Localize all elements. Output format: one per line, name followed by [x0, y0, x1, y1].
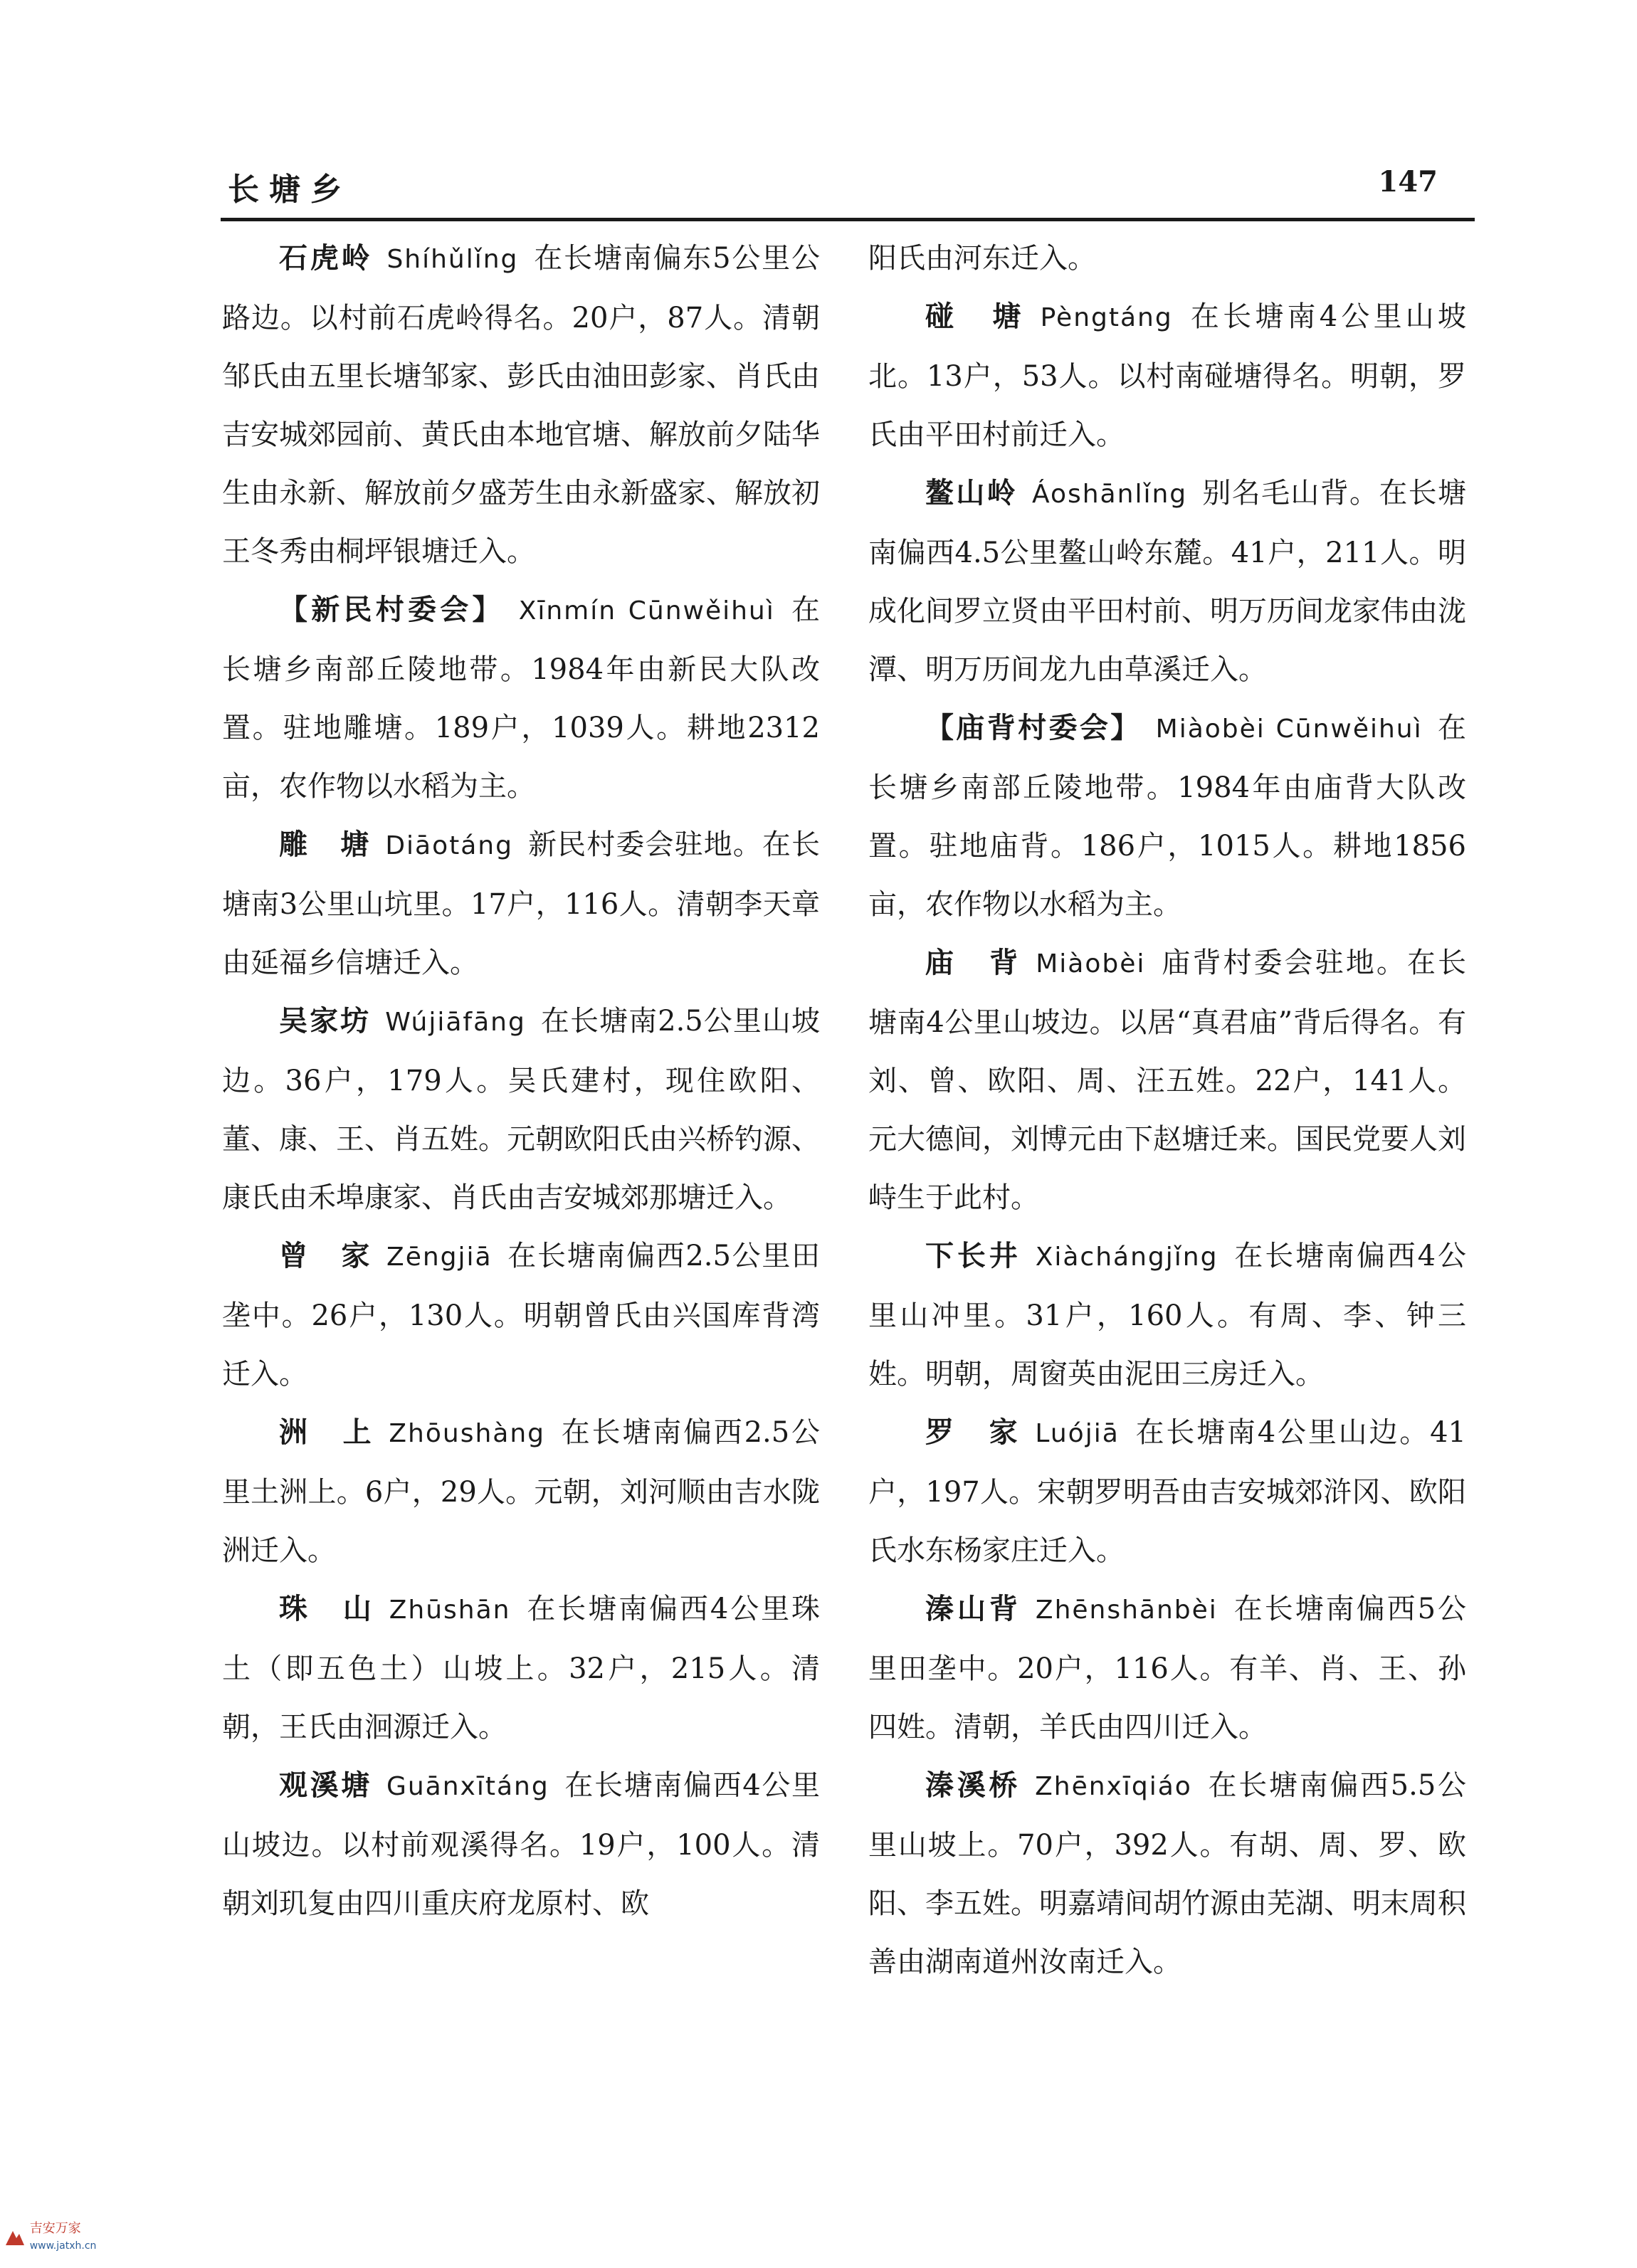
place-name: 石虎岭 [279, 242, 373, 275]
village-entry [222, 1756, 820, 1933]
place-name: 珠 山 [279, 1593, 375, 1625]
left-column [222, 229, 820, 1933]
entry-text: 别名毛山背。在长塘南偏西4.5公里鳌山岭东麓。41户，211人。明成化间罗立贤由平田村前、明万历间龙家伟由泷潭、明万历间龙九由草溪迁入。 [868, 477, 1467, 686]
entry-text: 在长塘南偏西4公里珠土（即五色土）山坡上。32户，215人。清朝，王氏由洄源迁入。 [222, 1593, 821, 1744]
committee-entry [868, 699, 1466, 934]
entry-text: 在长塘南偏西2.5公里土洲上。6户，29人。元朝，刘河顺由吉水陇洲迁入。 [222, 1416, 820, 1567]
place-pinyin: Zhōushàng [389, 1419, 546, 1448]
site-watermark [4, 2220, 96, 2254]
place-pinyin: Miàobèi Cūnwěihuì [1155, 714, 1423, 744]
place-name: 吴家坊 [279, 1005, 372, 1038]
place-name: 碰 塘 [925, 300, 1026, 333]
entry-text: 在长塘南2.5公里山坡边。36户，179人。吴氏建村，现住欧阳、董、康、王、肖五姓。元朝欧阳氏由兴桥钓源、康氏由禾埠康家、肖氏由吉安城郊那塘迁入。 [222, 1005, 820, 1214]
village-entry [868, 934, 1466, 1227]
place-pinyin: Diāotáng [385, 831, 513, 860]
village-entry [868, 1580, 1466, 1756]
village-entry [222, 816, 820, 992]
place-pinyin: Luójiā [1035, 1419, 1120, 1448]
village-entry [868, 1227, 1466, 1403]
place-name: 溱山背 [925, 1593, 1021, 1625]
entry-text: 新民村委会驻地。在长塘南3公里山坑里。17户，116人。清朝李天章由延福乡信塘迁入。 [222, 828, 821, 979]
place-name: 观溪塘 [279, 1769, 372, 1802]
entry-text: 在长塘南偏西2.5公里田垄中。26户，130人。明朝曾氏由兴国库背湾迁入。 [222, 1240, 820, 1391]
entry-text: 庙背村委会驻地。在长塘南4公里山坡边。以居“真君庙”背后得名。有刘、曾、欧阳、周、汪五姓。22户，141人。元大德间，刘博元由下赵塘迁来。国民党要人刘峙生于此村。 [868, 946, 1467, 1214]
watermark-url: www.jatxh.cn [29, 2240, 97, 2252]
watermark-text: 吉安万家 [29, 2221, 81, 2236]
village-entry [868, 1403, 1466, 1580]
place-pinyin: Shíhǔlǐng [386, 245, 519, 274]
page-header [228, 158, 1438, 215]
place-pinyin: Áoshānlǐng [1031, 480, 1188, 509]
committee-name: 【庙背村委会】 [925, 712, 1142, 744]
watermark-text-block [30, 2220, 97, 2254]
village-entry [868, 464, 1466, 699]
place-pinyin: Wújiāfāng [385, 1008, 526, 1037]
entry-text: 阳氏由河东迁入。 [868, 242, 1096, 275]
village-entry [222, 1580, 820, 1756]
place-pinyin: Xīnmín Cūnwěihuì [518, 596, 775, 626]
place-pinyin: Pèngtáng [1040, 303, 1173, 332]
committee-name: 【新民村委会】 [279, 594, 505, 626]
place-pinyin: Zhēnshānbèi [1035, 1595, 1218, 1625]
entry-text: 在长塘乡南部丘陵地带。1984年由庙背大队改置。驻地庙背。186户，1015人。耕地1856亩，农作物以水稻为主。 [868, 712, 1467, 921]
place-pinyin: Zēngjiā [386, 1243, 493, 1272]
entry-text: 在长塘南偏西4公里山冲里。31户，160人。有周、李、钟三姓。明朝，周窗英由泥田三房迁入。 [868, 1240, 1467, 1391]
entry-text: 在长塘南偏西5.5公里山坡上。70户，392人。有胡、周、罗、欧阳、李五姓。明嘉靖间胡竹源由芜湖、明末周积善由湖南道州汝南迁入。 [868, 1769, 1466, 1978]
entry-text: 在长塘南偏西4公里山坡边。以村前观溪得名。19户，100人。清朝刘玑复由四川重庆府龙原村、欧 [222, 1769, 820, 1920]
place-pinyin: Guānxītáng [386, 1772, 549, 1801]
entry-text: 在长塘乡南部丘陵地带。1984年由新民大队改置。驻地雕塘。189户，1039人。耕地2312亩，农作物以水稻为主。 [222, 594, 821, 803]
right-column [868, 229, 1466, 1991]
place-name: 鳌山岭 [925, 477, 1018, 510]
page-number: 147 [1378, 165, 1438, 199]
place-pinyin: Xiàchángjǐng [1035, 1243, 1218, 1272]
village-entry [868, 1756, 1466, 1991]
village-entry [868, 288, 1466, 464]
place-name: 洲 上 [279, 1416, 375, 1449]
village-entry [222, 1403, 820, 1580]
place-name: 曾 家 [279, 1240, 373, 1272]
running-title: 长塘乡 [228, 172, 352, 208]
header-rule [221, 218, 1475, 221]
village-entry [222, 229, 820, 581]
entry-text: 在长塘南4公里山边。41户，197人。宋朝罗明吾由吉安城郊浒冈、欧阳氏水东杨家庄迁入。 [868, 1416, 1466, 1567]
watermark-logo-icon [4, 2227, 26, 2248]
right-column-continuation [868, 229, 1466, 288]
place-name: 庙 背 [925, 946, 1022, 979]
place-name: 溱溪桥 [925, 1769, 1021, 1802]
village-entry [222, 992, 820, 1227]
place-name: 下长井 [925, 1240, 1021, 1272]
place-pinyin: Miàobèi [1036, 949, 1146, 979]
village-entry [222, 1227, 820, 1403]
entry-text: 在长塘南偏西5公里田垄中。20户，116人。有羊、肖、王、孙四姓。清朝，羊氏由四川迁入。 [868, 1593, 1467, 1744]
committee-entry [222, 581, 820, 816]
place-name: 雕 塘 [279, 828, 372, 861]
place-pinyin: Zhūshān [389, 1595, 511, 1625]
place-pinyin: Zhēnxīqiáo [1035, 1772, 1192, 1801]
place-name: 罗 家 [925, 1416, 1021, 1449]
entry-text: 在长塘南偏东5公里公路边。以村前石虎岭得名。20户，87人。清朝邹氏由五里长塘邹家、彭氏由油田彭家、肖氏由吉安城郊园前、黄氏由本地官塘、解放前夕陆华生由永新、解放前夕盛芳生由永新盛家、解放初王冬秀由桐坪银塘迁入。 [222, 242, 820, 568]
entry-text: 在长塘南4公里山坡北。13户，53人。以村南碰塘得名。明朝，罗氏由平田村前迁入。 [868, 300, 1467, 451]
